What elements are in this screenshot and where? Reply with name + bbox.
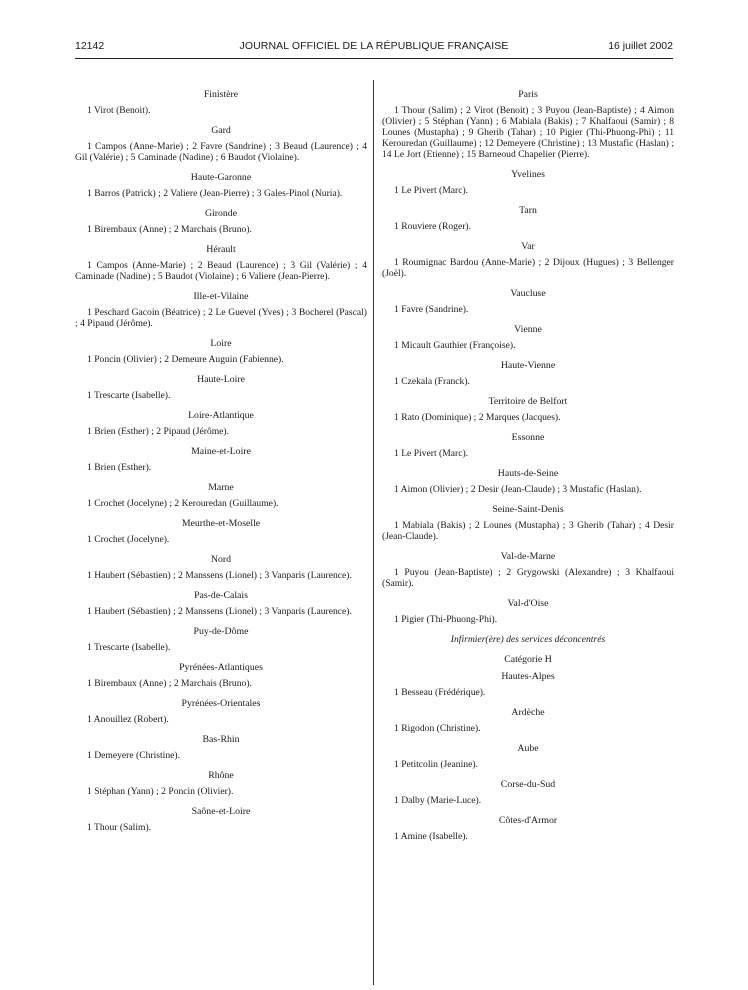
candidate-list: 1 Micault Gauthier (Françoise). [394, 340, 516, 351]
candidate-list: 1 Favre (Sandrine). [394, 304, 469, 315]
region-heading: Paris [518, 89, 538, 100]
region-heading: Vaucluse [510, 288, 546, 299]
region-heading: Nord [210, 554, 232, 565]
candidate-list: 1 Rigodon (Christine). [394, 723, 481, 734]
candidate-list: 1 Le Pivert (Marc). [394, 448, 469, 459]
candidate-list: 1 Peschard Gacoin (Béatrice) ; 2 Le Guevel (Yves) ; 3 Bocherel (Pascal) ; 4 Pipaud (Jérôme). [75, 307, 367, 329]
region-section [75, 125, 367, 163]
category-heading: Catégorie H [504, 654, 552, 665]
candidate-list: 1 Brien (Esther) ; 2 Pipaud (Jérôme). [87, 426, 230, 437]
region-heading: Yvelines [511, 169, 545, 180]
region-section [382, 707, 674, 734]
region-heading: Territoire de Belfort [488, 396, 568, 407]
region-heading: Hérault [206, 244, 236, 255]
region-section [382, 779, 674, 806]
candidate-list: 1 Rouviere (Roger). [394, 221, 471, 232]
region-heading: Haute-Garonne [190, 172, 252, 183]
region-section [75, 518, 367, 545]
candidate-list: 1 Dalby (Marie-Luce). [394, 795, 482, 806]
page-header [75, 40, 673, 58]
region-section [382, 324, 674, 351]
candidate-list: 1 Virot (Benoit). [87, 105, 151, 116]
region-section [75, 338, 367, 365]
region-heading: Finistère [203, 89, 239, 100]
region-heading: Ardèche [511, 707, 545, 718]
region-heading: Ille-et-Vilaine [193, 291, 249, 302]
candidate-list: 1 Poncin (Olivier) ; 2 Demeure Auguin (Fabienne). [87, 354, 284, 365]
region-section [75, 770, 367, 797]
region-section [75, 410, 367, 437]
region-heading: Val-de-Marne [500, 551, 556, 562]
region-section [382, 743, 674, 770]
candidate-list: 1 Crochet (Jocelyne). [87, 534, 170, 545]
region-section [382, 551, 674, 589]
region-section [75, 590, 367, 617]
region-heading: Meurthe-et-Moselle [181, 518, 261, 529]
region-section [75, 734, 367, 761]
candidate-list: 1 Crochet (Jocelyne) ; 2 Kerouredan (Guillaume). [87, 498, 279, 509]
page-number: 12142 [75, 40, 105, 52]
candidate-list: 1 Mabiala (Bakis) ; 2 Lounes (Mustapha) ; 3 Gherib (Tahar) ; 4 Desir (Jean-Claude). [382, 520, 674, 542]
region-section [75, 172, 367, 199]
candidate-list: 1 Barros (Patrick) ; 2 Valiere (Jean-Pierre) ; 3 Gales-Pinol (Nuria). [87, 188, 343, 199]
subsection-title: Infirmier(ère) des services déconcentrés [450, 634, 606, 645]
right-column [382, 89, 674, 851]
publication-date: 16 juillet 2002 [608, 40, 673, 52]
region-heading: Rhône [208, 770, 234, 781]
region-heading: Loire-Atlantique [188, 410, 254, 421]
region-heading: Seine-Saint-Denis [492, 504, 564, 515]
region-heading: Gard [211, 125, 231, 136]
region-section [382, 360, 674, 387]
candidate-list: 1 Birembaux (Anne) ; 2 Marchais (Bruno). [87, 678, 252, 689]
region-section [382, 169, 674, 196]
region-section [75, 374, 367, 401]
region-heading: Côtes-d'Armor [498, 815, 558, 826]
candidate-list: 1 Birembaux (Anne) ; 2 Marchais (Bruno). [87, 224, 252, 235]
region-heading: Var [521, 241, 535, 252]
candidate-list: 1 Brien (Esther). [87, 462, 152, 473]
journal-title: JOURNAL OFFICIEL DE LA RÉPUBLIQUE FRANÇAISE [239, 40, 509, 52]
region-heading: Haute-Vienne [500, 360, 556, 371]
region-section [382, 815, 674, 842]
region-section [382, 288, 674, 315]
region-heading: Pyrénées-Atlantiques [179, 662, 263, 673]
region-section [75, 482, 367, 509]
region-heading: Bas-Rhin [202, 734, 240, 745]
region-section [382, 89, 674, 160]
candidate-list: 1 Trescarte (Isabelle). [87, 642, 171, 653]
region-section [75, 806, 367, 833]
candidate-list: 1 Demeyere (Christine). [87, 750, 180, 761]
candidate-list: 1 Pigier (Thi-Phuong-Phi). [394, 614, 498, 625]
region-heading: Puy-de-Dôme [193, 626, 249, 637]
region-section [75, 244, 367, 282]
region-heading: Aube [517, 743, 539, 754]
candidate-list: 1 Le Pivert (Marc). [394, 185, 469, 196]
left-column [75, 89, 367, 842]
region-heading: Hauts-de-Seine [497, 468, 559, 479]
column-separator [373, 80, 374, 985]
candidate-list: 1 Roumignac Bardou (Anne-Marie) ; 2 Dijoux (Hugues) ; 3 Bellenger (Joël). [382, 257, 674, 279]
region-section [75, 554, 367, 581]
candidate-list: 1 Puyou (Jean-Baptiste) ; 2 Grygowski (Alexandre) ; 3 Khalfaoui (Samir). [382, 567, 674, 589]
region-section [382, 598, 674, 625]
candidate-list: 1 Stéphan (Yann) ; 2 Poncin (Olivier). [87, 786, 234, 797]
candidate-list: 1 Anouillez (Robert). [87, 714, 169, 725]
region-section [382, 468, 674, 495]
candidate-list: 1 Czekala (Franck). [394, 376, 470, 387]
candidate-list: 1 Thour (Salim). [87, 822, 152, 833]
candidate-list: 1 Thour (Salim) ; 2 Virot (Benoit) ; 3 Puyou (Jean-Baptiste) ; 4 Aimon (Olivier) ; 5 Stéphan (Yann) ; 6 Mabiala (Bakis) ; 7 Khalfaoui (Samir) ; 8 Lounes (Mustapha) ; 9 Gherib (Tahar) ; 10 Pigier (Thi-Phuong-Phi) ; 11 Kerouredan (Guillaume) ; 12 Demeyere (Christine) ; 13 Mustafic (Haslan) ; 14 Le Jort (Etienne) ; 15 Barneoud Chapelier (Pierre). [382, 105, 674, 160]
candidate-list: 1 Aimon (Olivier) ; 2 Desir (Jean-Claude) ; 3 Mustafic (Haslan). [394, 484, 642, 495]
region-section [75, 626, 367, 653]
region-section [75, 291, 367, 329]
candidate-list: 1 Rato (Dominique) ; 2 Marques (Jacques). [394, 412, 561, 423]
subsection-entries [382, 671, 674, 842]
region-section [382, 396, 674, 423]
candidate-list: 1 Amine (Isabelle). [394, 831, 468, 842]
candidate-list: 1 Besseau (Frédérique). [394, 687, 486, 698]
right-entries [382, 89, 674, 625]
region-heading: Essonne [511, 432, 545, 443]
region-heading: Val-d'Oise [507, 598, 549, 609]
region-heading: Vienne [514, 324, 542, 335]
candidate-list: 1 Trescarte (Isabelle). [87, 390, 171, 401]
candidate-list: 1 Campos (Anne-Marie) ; 2 Beaud (Laurence) ; 3 Gil (Valérie) ; 4 Caminade (Nadine) ; 5 Baudot (Violaine) ; 6 Valiere (Jean-Pierre). [75, 260, 367, 282]
region-section [382, 671, 674, 698]
region-section [382, 241, 674, 279]
candidate-list: 1 Campos (Anne-Marie) ; 2 Favre (Sandrine) ; 3 Beaud (Laurence) ; 4 Gil (Valérie) ; 5 Caminade (Nadine) ; 6 Baudot (Violaine). [75, 141, 367, 163]
region-section [382, 504, 674, 542]
region-heading: Tarn [519, 205, 537, 216]
region-heading: Haute-Loire [197, 374, 245, 385]
region-heading: Loire [210, 338, 232, 349]
region-heading: Hautes-Alpes [501, 671, 555, 682]
region-section [75, 208, 367, 235]
region-section [382, 432, 674, 459]
region-heading: Pyrénées-Orientales [181, 698, 261, 709]
candidate-list: 1 Petitcolin (Jeanine). [394, 759, 478, 770]
region-heading: Marne [208, 482, 234, 493]
candidate-list: 1 Haubert (Sébastien) ; 2 Manssens (Lionel) ; 3 Vanparis (Laurence). [87, 606, 352, 617]
header-rule [75, 58, 673, 59]
region-heading: Pas-de-Calais [194, 590, 248, 601]
region-heading: Corse-du-Sud [500, 779, 556, 790]
region-section [75, 89, 367, 116]
region-section [75, 446, 367, 473]
region-heading: Saône-et-Loire [191, 806, 251, 817]
region-heading: Gironde [204, 208, 238, 219]
region-section [75, 698, 367, 725]
region-section [75, 662, 367, 689]
region-section [382, 205, 674, 232]
candidate-list: 1 Haubert (Sébastien) ; 2 Manssens (Lionel) ; 3 Vanparis (Laurence). [87, 570, 352, 581]
region-heading: Maine-et-Loire [191, 446, 251, 457]
